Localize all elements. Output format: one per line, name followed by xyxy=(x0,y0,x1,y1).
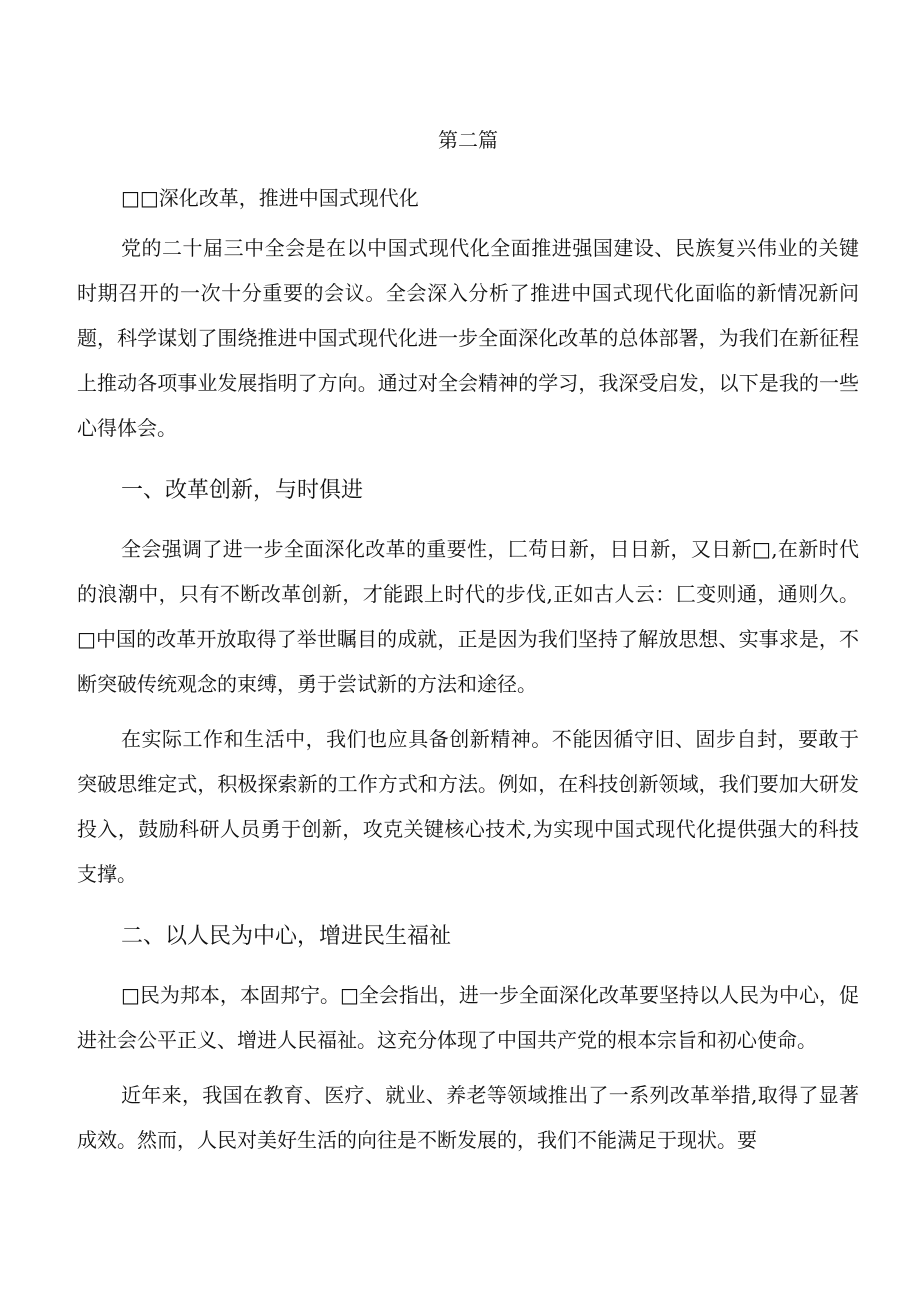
section-heading-1: 一、改革创新，与时俱进 xyxy=(121,478,364,503)
section-2-paragraph-1: □民为邦本，本固邦宁。□全会指出，进一步全面深化改革要坚持以人民为中心，促进社会公平正义、增进人民福祉。这充分体现了中国共产党的根本宗旨和初心使命。 xyxy=(77,983,859,1052)
intro-paragraph: 党的二十届三中全会是在以中国式现代化全面推进强国建设、民族复兴伟业的关键时期召开的一次十分重要的会议。全会深入分析了推进中国式现代化面临的新情况新问题，科学谋划了围绕推进中国式现代化进一步全面深化改革的总体部署，为我们在新征程上推动各项事业发展指明了方向。通过对全会精神的学习，我深受启发，以下是我的一些心得体会。 xyxy=(77,236,859,440)
document-title: 第二篇 xyxy=(438,128,498,152)
section-1-paragraph-2: 在实际工作和生活中，我们也应具备创新精神。不能因循守旧、固步自封，要敢于突破思维定式，积极探索新的工作方式和方法。例如，在科技创新领域，我们要加大研发投入，鼓励科研人员勇于创新，攻克关键核心技术,为实现中国式现代化提供强大的科技支撑。 xyxy=(77,727,859,886)
section-1-paragraph-1: 全会强调了进一步全面深化改革的重要性，匚苟日新，日日新，又日新□,在新时代的浪潮中，只有不断改革创新，才能跟上时代的步伐,正如古人云：匚变则通，通则久。□中国的改革开放取得了举世瞩目的成就，正是因为我们坚持了解放思想、实事求是，不断突破传统观念的束缚，勇于尝试新的方法和途径。 xyxy=(77,537,859,696)
document-body xyxy=(77,122,859,1173)
document-subtitle: □□深化改革，推进中国式现代化 xyxy=(121,186,419,210)
section-2-paragraph-2: 近年来，我国在教育、医疗、就业、养老等领域推出了一系列改革举措,取得了显著成效。然而，人民对美好生活的向往是不断发展的，我们不能满足于现状。要 xyxy=(77,1083,859,1152)
section-heading-2: 二、以人民为中心，增进民生福祉 xyxy=(121,924,452,949)
